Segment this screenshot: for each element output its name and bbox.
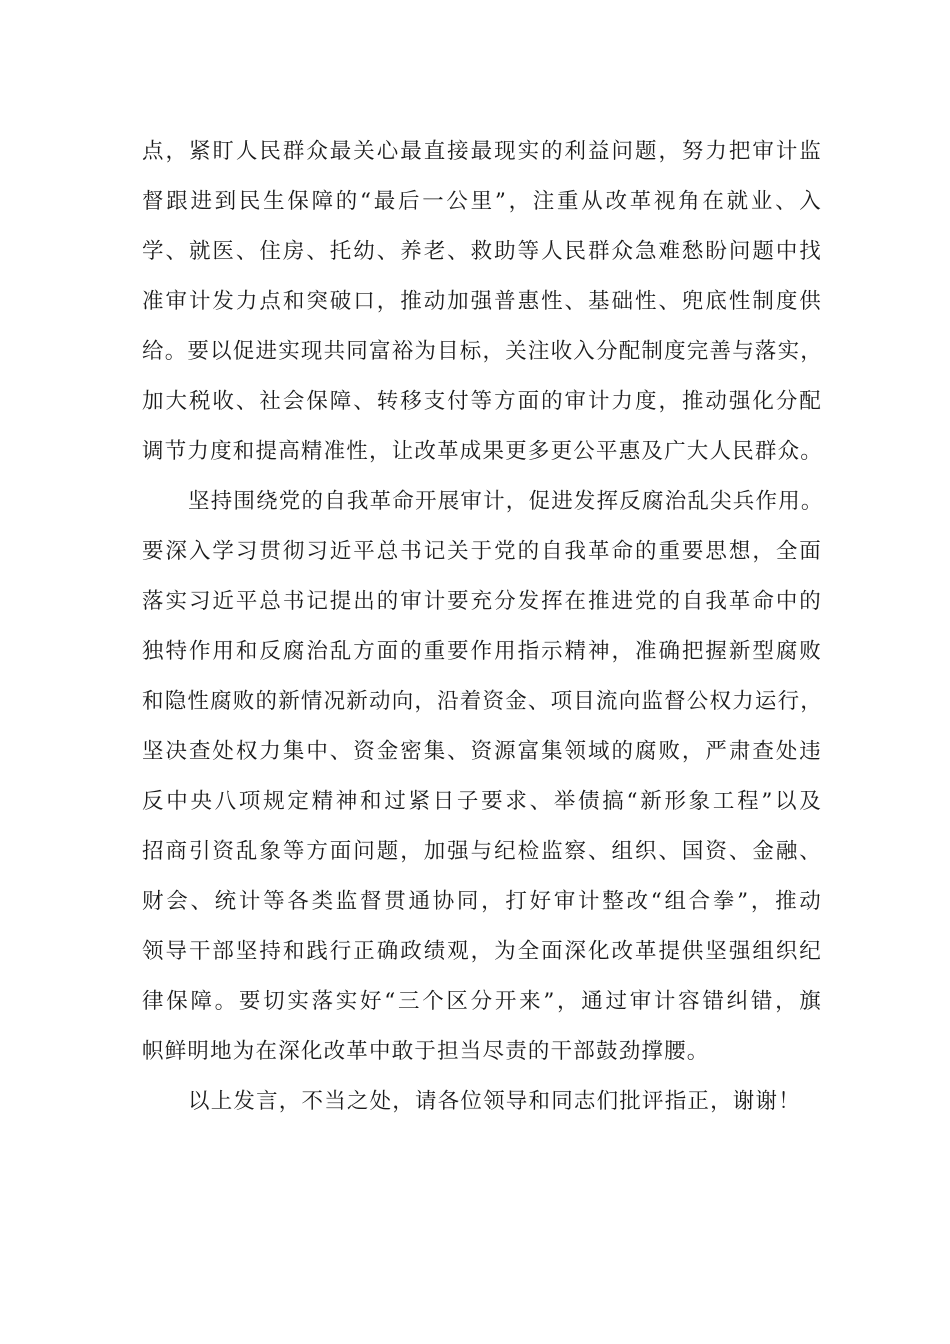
paragraph-1-line-7: 调节力度和提高精准性，让改革成果更多更公平惠及广大人民群众。 [142,439,824,464]
paragraph-2-line-2: 要深入学习贯彻习近平总书记关于党的自我革命的重要思想，全面 [142,539,822,564]
paragraph-2-line-3: 落实习近平总书记提出的审计要充分发挥在推进党的自我革命中的 [142,589,822,614]
paragraph-2-line-7: 反中央八项规定精神和过紧日子要求、举债搞“新形象工程”以及 [142,789,822,814]
paragraph-2-line-4: 独特作用和反腐治乱方面的重要作用指示精神，准确把握新型腐败 [142,639,822,664]
paragraph-1-line-6: 加大税收、社会保障、转移支付等方面的审计力度，推动强化分配 [142,389,822,414]
paragraph-3-line-1: 以上发言，不当之处，请各位领导和同志们批评指正，谢谢！ [188,1089,801,1114]
paragraph-2-line-8: 招商引资乱象等方面问题，加强与纪检监察、组织、国资、金融、 [142,839,822,864]
paragraph-1-line-1: 点，紧盯人民群众最关心最直接最现实的利益问题，努力把审计监 [142,139,822,164]
paragraph-1-line-2: 督跟进到民生保障的“最后一公里”，注重从改革视角在就业、入 [142,189,822,214]
paragraph-1-line-3: 学、就医、住房、托幼、养老、救助等人民群众急难愁盼问题中找 [142,239,822,264]
paragraph-2-line-6: 坚决查处权力集中、资金密集、资源富集领域的腐败，严肃查处违 [142,739,822,764]
paragraph-2-line-10: 领导干部坚持和践行正确政绩观，为全面深化改革提供坚强组织纪 [142,939,822,964]
paragraph-2-line-12: 帜鲜明地为在深化改革中敢于担当尽责的干部鼓劲撑腰。 [142,1039,710,1064]
paragraph-1-line-5: 给。要以促进实现共同富裕为目标，关注收入分配制度完善与落实， [142,339,824,364]
paragraph-2-line-11: 律保障。要切实落实好“三个区分开来”，通过审计容错纠错，旗 [142,989,822,1014]
paragraph-1-line-4: 准审计发力点和突破口，推动加强普惠性、基础性、兜底性制度供 [142,289,822,314]
paragraph-2-line-9: 财会、统计等各类监督贯通协同，打好审计整改“组合拳”，推动 [142,889,822,914]
paragraph-2-line-5: 和隐性腐败的新情况新动向，沿着资金、项目流向监督公权力运行， [142,689,824,714]
paragraph-2-line-1: 坚持围绕党的自我革命开展审计，促进发挥反腐治乱尖兵作用。 [188,489,824,514]
